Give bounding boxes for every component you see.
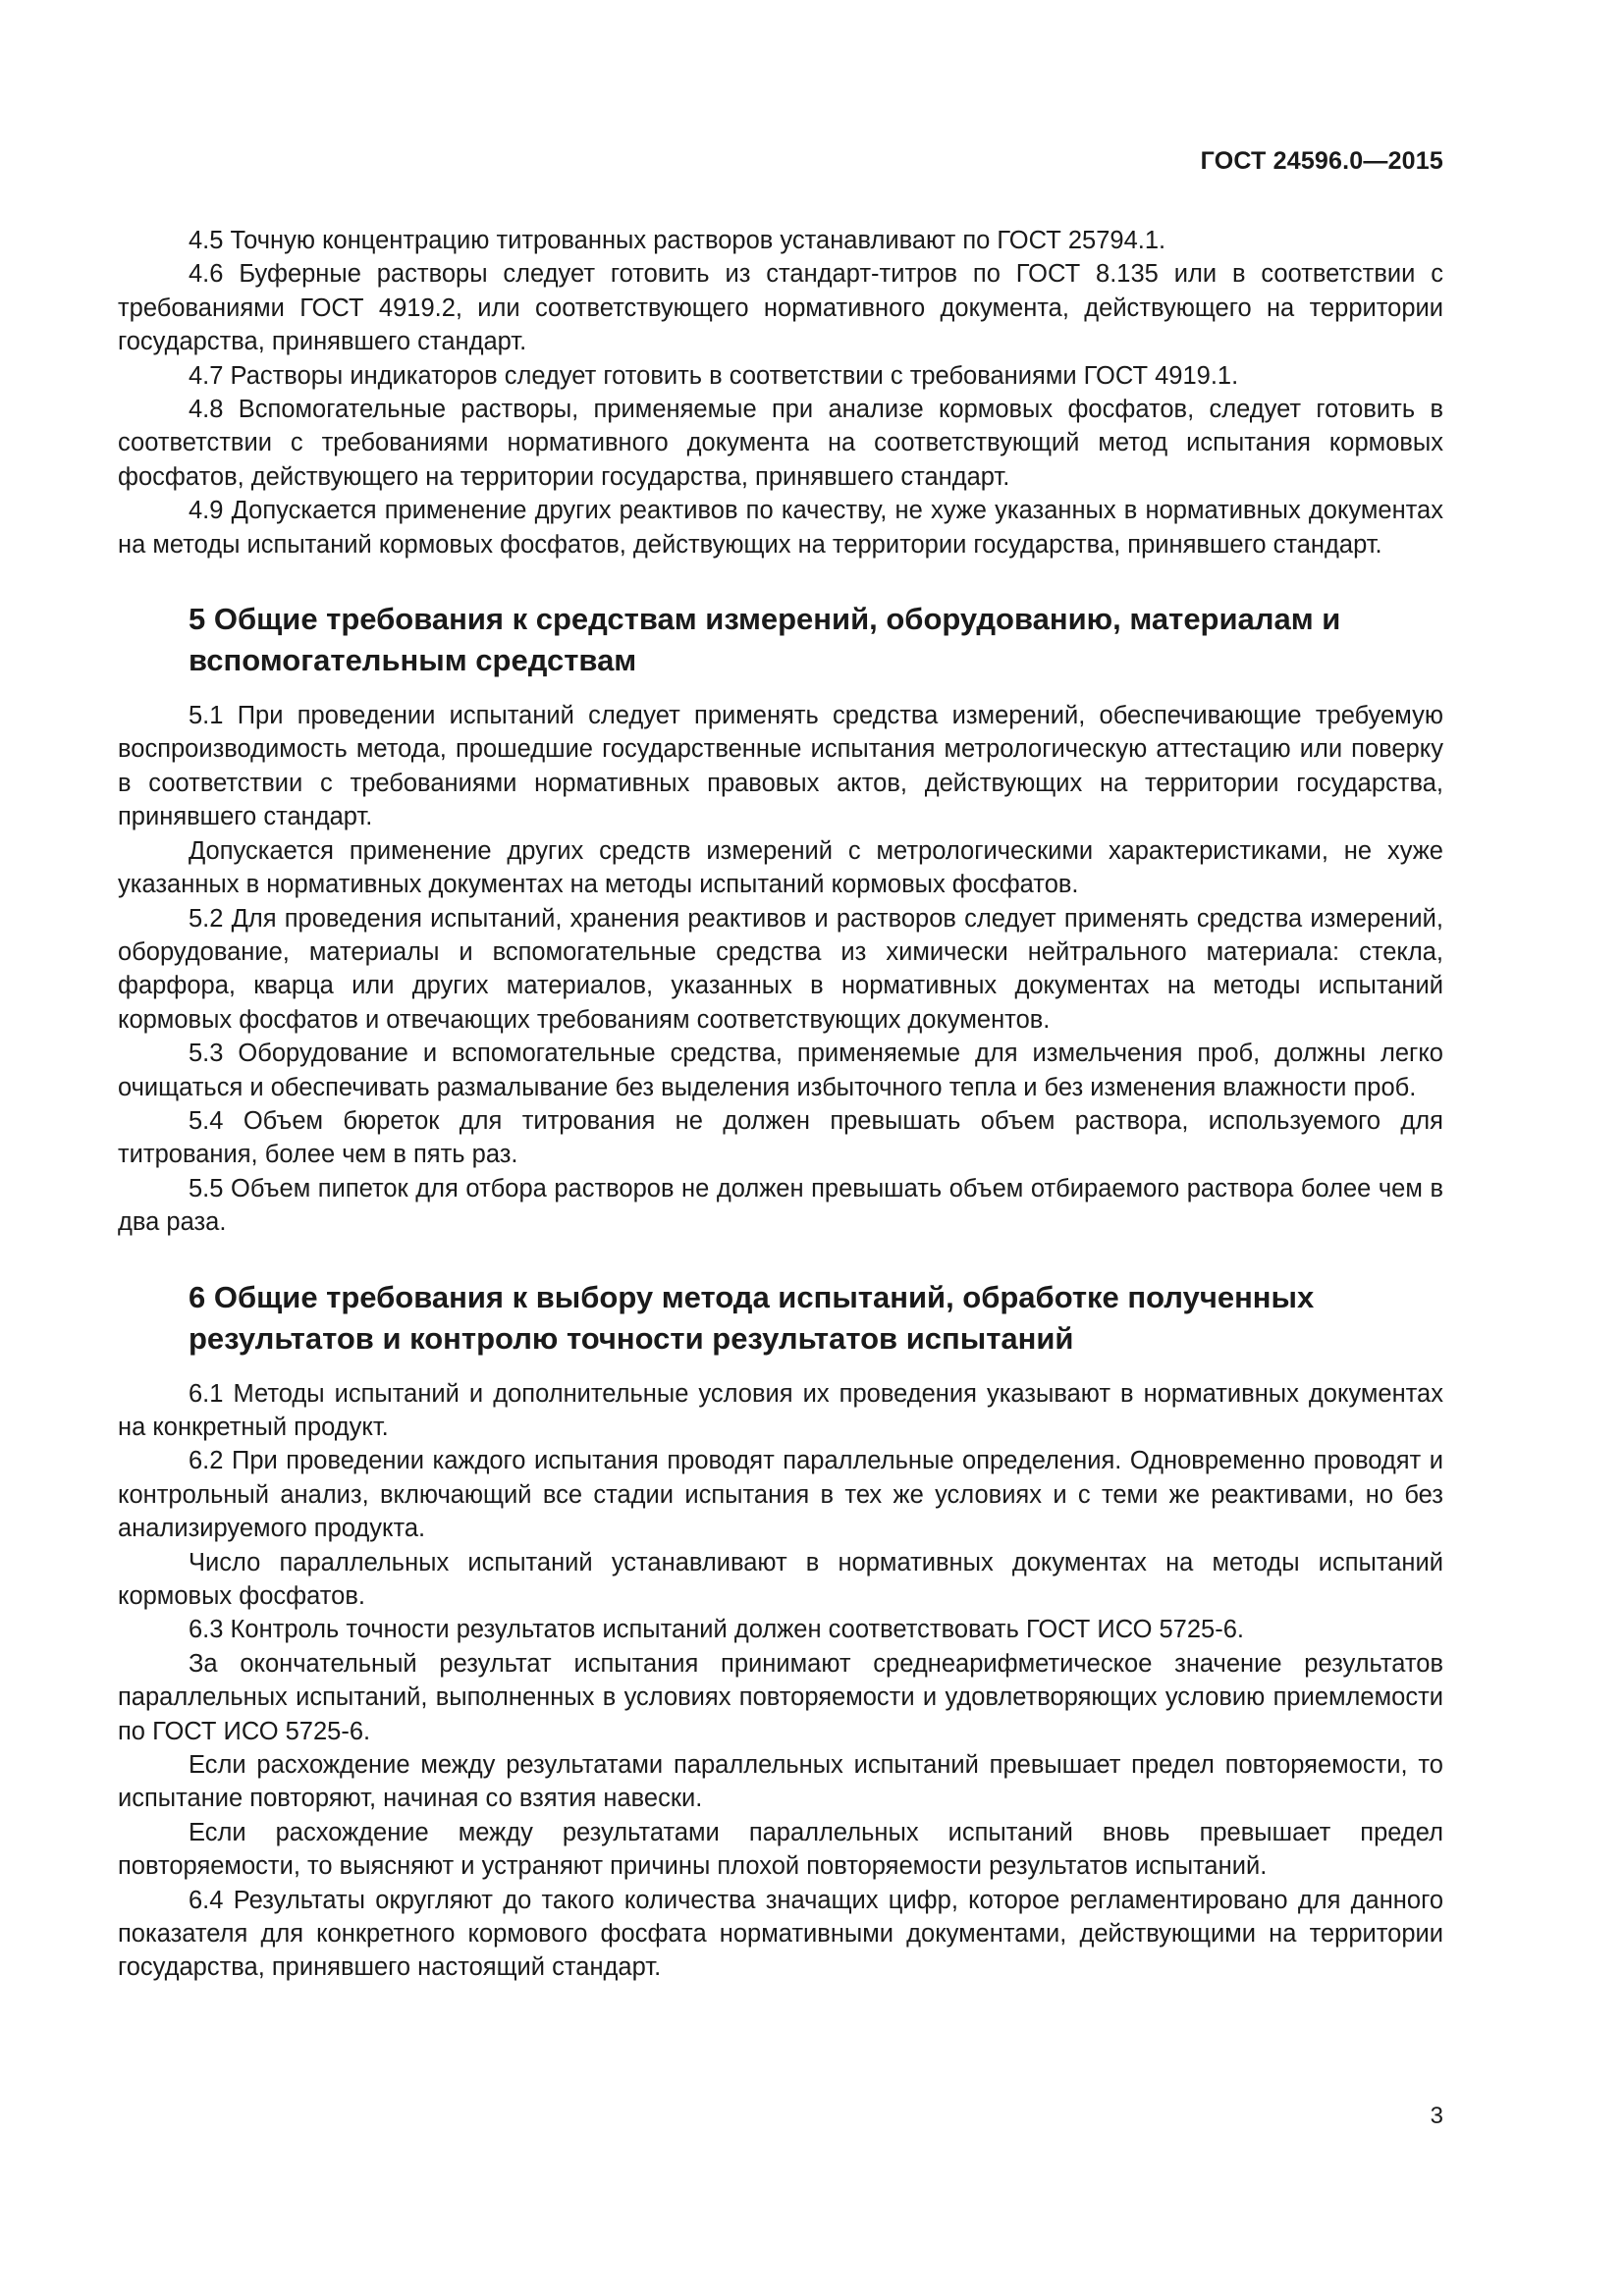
document-body [118, 224, 1443, 1985]
paragraph-6-3-repeat-discrepancy: Если расхождение между результатами параллельных испытаний вновь превышает предел повторяемости, то выясняют и устраняют причины плохой повторяемости результатов испытаний. [118, 1818, 1443, 1881]
paragraph-6-2: 6.2 При проведении каждого испытания проводят параллельные определения. Одновременно проводят и контрольный анализ, включающий все стадии испытания в тех же условиях и с теми же реактивами, но без анализируемого продукта. [118, 1447, 1443, 1543]
paragraph-6-2-count: Число параллельных испытаний устанавливают в нормативных документах на методы испытаний кормовых фосфатов. [118, 1548, 1443, 1610]
paragraph-4-7: 4.7 Растворы индикаторов следует готовить в соответствии с требованиями ГОСТ 4919.1. [189, 361, 1239, 390]
paragraph-4-9: 4.9 Допускается применение других реактивов по качеству, не хуже указанных в нормативных документах на методы испытаний кормовых фосфатов, действующих на территории государства, принявшего стандарт. [118, 497, 1443, 559]
paragraph-5-4: 5.4 Объем бюреток для титрования не должен превышать объем раствора, используемого для титрования, более чем в пять раз. [118, 1106, 1443, 1169]
paragraph-5-1-note: Допускается применение других средств измерений с метрологическими характеристиками, не хуже указанных в нормативных документах на методы испытаний кормовых фосфатов. [118, 836, 1443, 899]
paragraph-5-1: 5.1 При проведении испытаний следует применять средства измерений, обеспечивающие требуемую воспроизводимость метода, прошедшие государственные испытания метрологическую аттестацию или поверку в соответствии с требованиями нормативных правовых актов, действующих на территории государства, принявшего стандарт. [118, 702, 1443, 831]
paragraph-5-2: 5.2 Для проведения испытаний, хранения реактивов и растворов следует применять средства измерений, оборудование, материалы и вспомогательные средства из химически нейтрального материала: стекла, фарфора, кварца или других материалов, указанных в нормативных документах на методы испытаний кормовых фосфатов и отвечающих требованиям соответствующих документов. [118, 904, 1443, 1034]
paragraph-6-3-final-result: За окончательный результат испытания принимают среднеарифметическое значение результатов параллельных испытаний, выполненных в условиях повторяемости и удовлетворяющих условию приемлемости по ГОСТ ИСО 5725-6. [118, 1649, 1443, 1745]
paragraph-6-1: 6.1 Методы испытаний и дополнительные условия их проведения указывают в нормативных документах на конкретный продукт. [118, 1379, 1443, 1441]
paragraph-6-4: 6.4 Результаты округляют до такого количества значащих цифр, которое регламентировано для данного показателя для конкретного кормового фосфата нормативными документами, действующими на территории государства, принявшего настоящий стандарт. [118, 1886, 1443, 1982]
paragraph-5-5: 5.5 Объем пипеток для отбора растворов не должен превышать объем отбираемого раствора более чем в два раза. [118, 1174, 1443, 1237]
paragraph-4-6: 4.6 Буферные растворы следует готовить из стандарт-титров по ГОСТ 8.135 или в соответствии с требованиями ГОСТ 4919.2, или соответствующего нормативного документа, действующего на территории государства, принявшего стандарт. [118, 260, 1443, 356]
paragraph-6-3-discrepancy: Если расхождение между результатами параллельных испытаний превышает предел повторяемости, то испытание повторяют, начиная со взятия навески. [118, 1751, 1443, 1813]
paragraph-4-8: 4.8 Вспомогательные растворы, применяемые при анализе кормовых фосфатов, следует готовить в соответствии с требованиями нормативного документа на соответствующий метод испытания кормовых фосфатов, действующего на территории государства, принявшего стандарт. [118, 396, 1443, 491]
document-code-header: ГОСТ 24596.0—2015 [1200, 147, 1443, 175]
paragraph-4-5: 4.5 Точную концентрацию титрованных растворов устанавливают по ГОСТ 25794.1. [189, 227, 1166, 254]
page-number: 3 [1430, 2103, 1443, 2129]
paragraph-5-3: 5.3 Оборудование и вспомогательные средства, применяемые для измельчения проб, должны легко очищаться и обеспечивать размалывание без выделения избыточного тепла и без изменения влажности проб. [118, 1040, 1443, 1101]
section-5-heading: 5 Общие требования к средствам измерений, оборудованию, материалам и вспомогательным средствам [189, 602, 1341, 678]
paragraph-6-3: 6.3 Контроль точности результатов испытаний должен соответствовать ГОСТ ИСО 5725-6. [189, 1616, 1244, 1644]
section-6-heading: 6 Общие требования к выбору метода испытаний, обработке полученных результатов и контролю точности результатов испытаний [189, 1279, 1315, 1356]
